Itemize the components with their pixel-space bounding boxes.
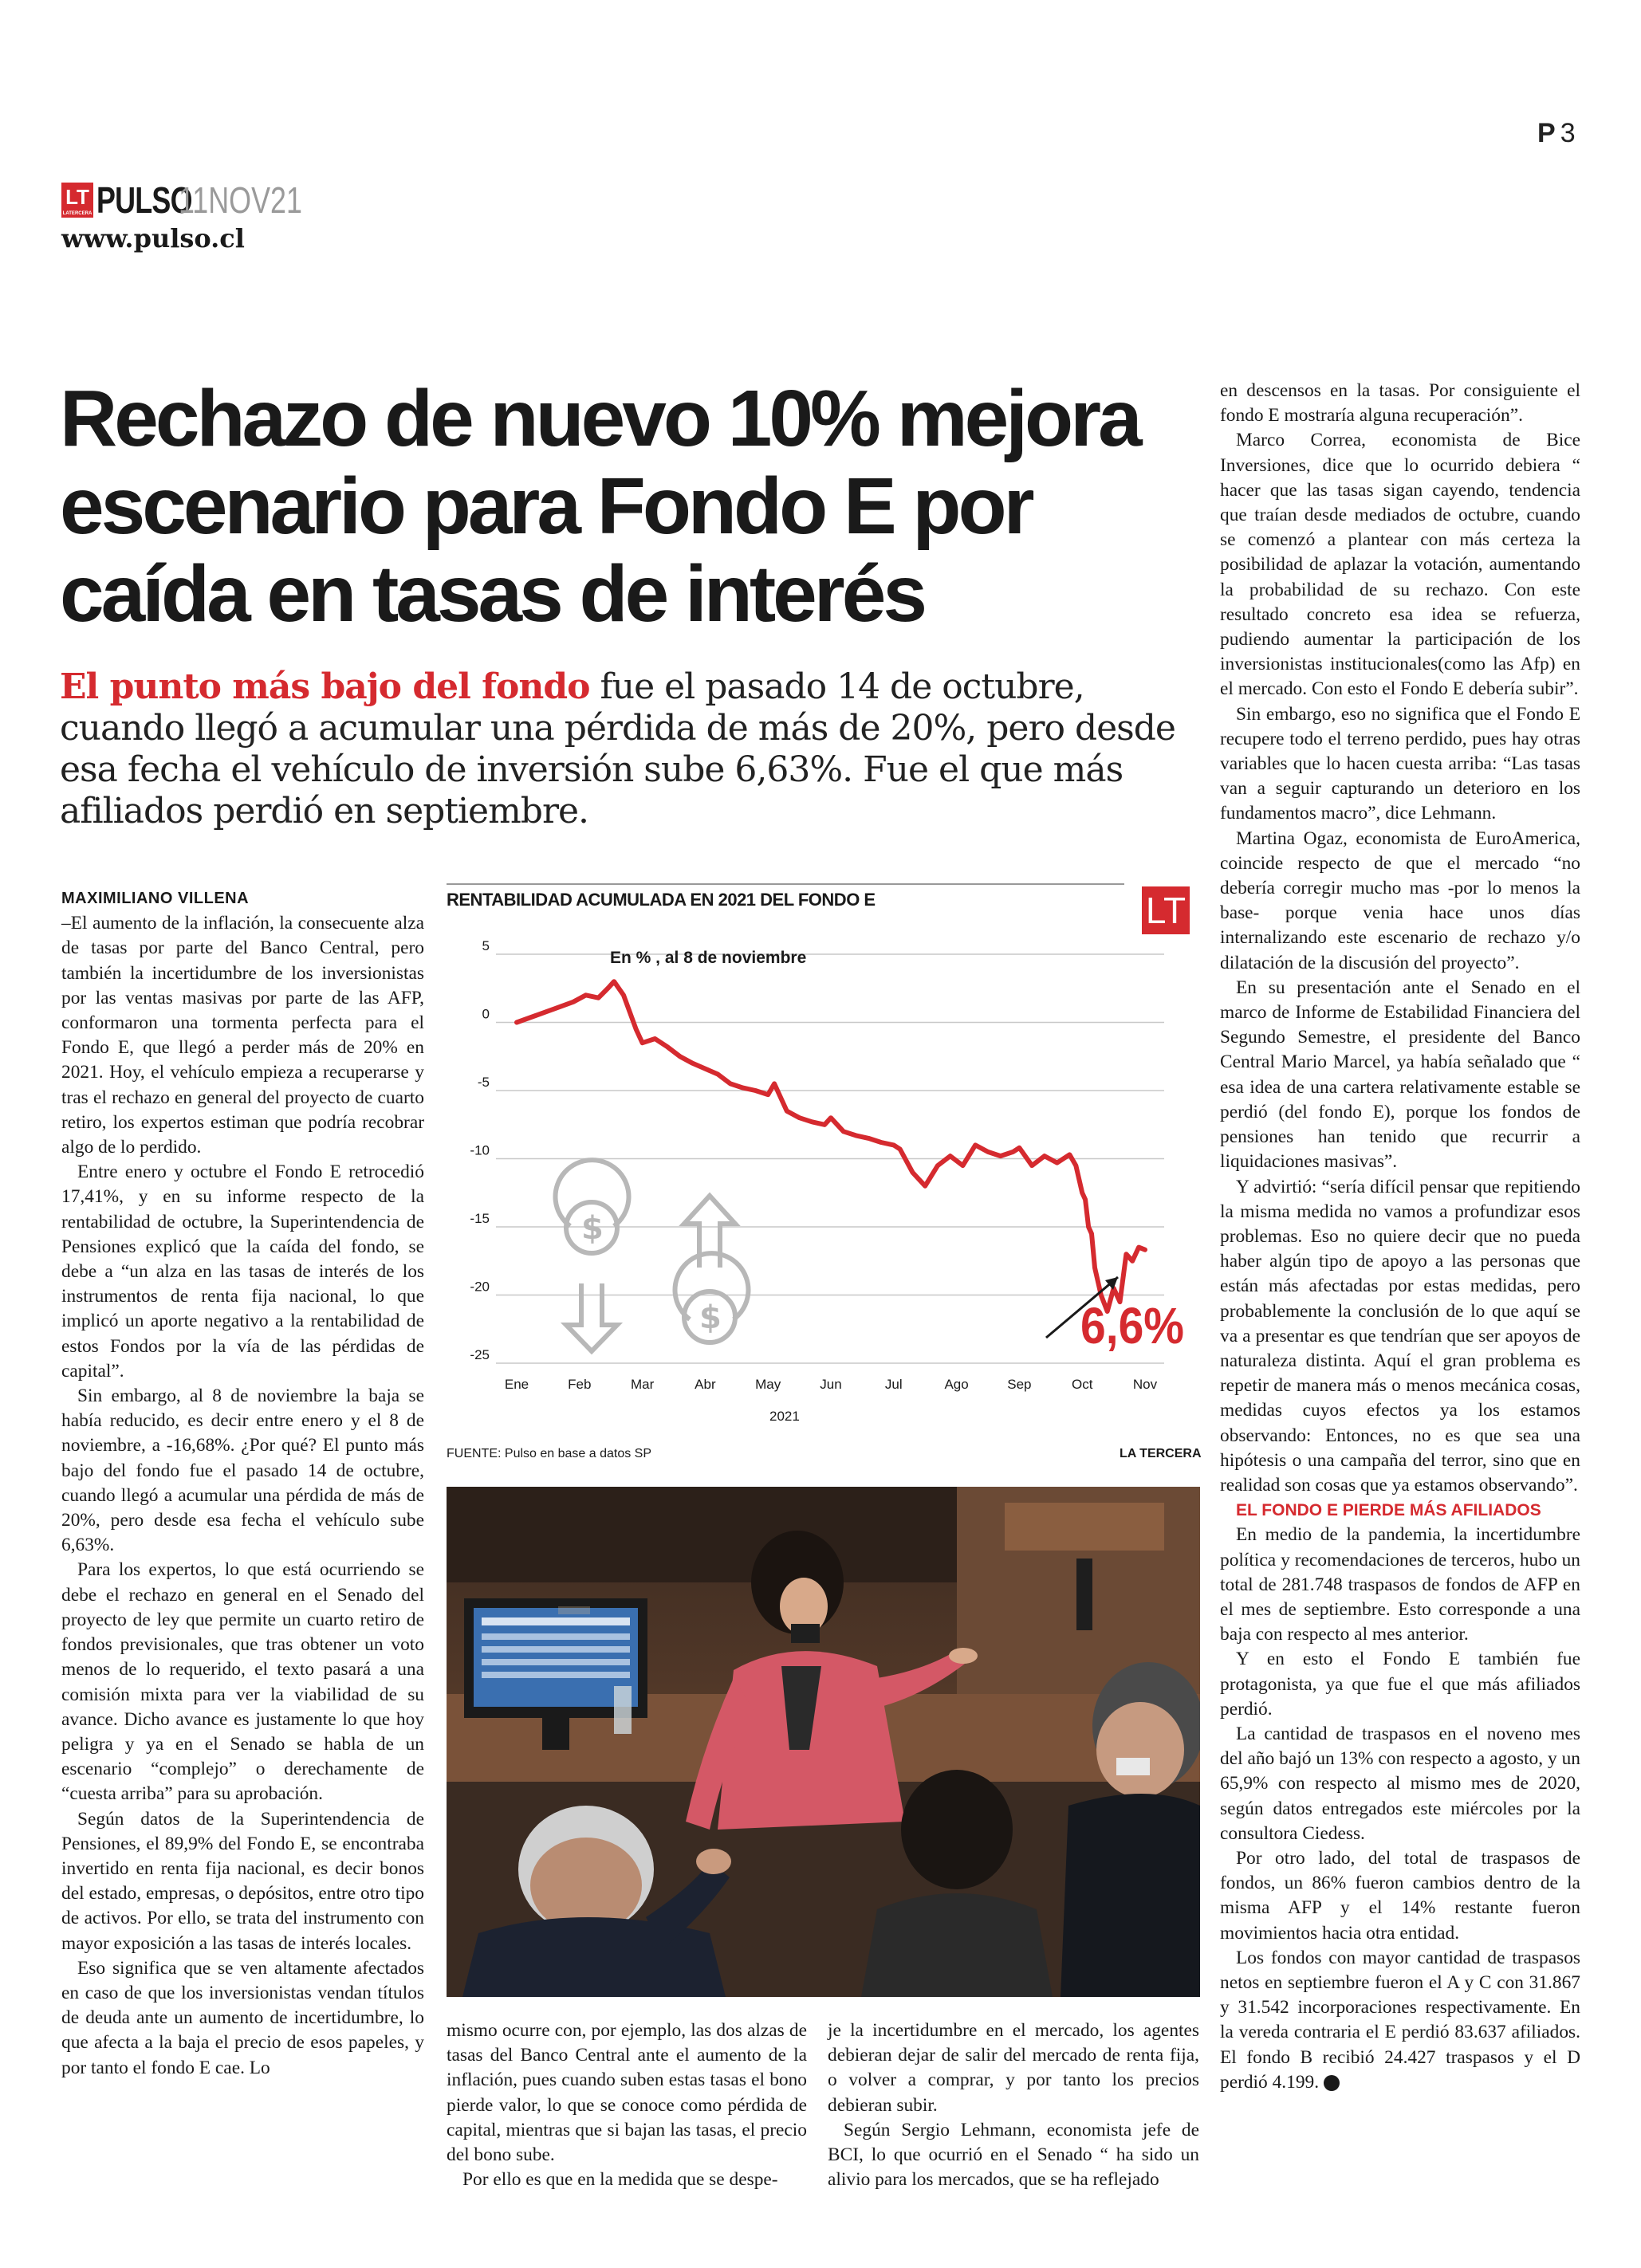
x-tick-label: Ene bbox=[504, 1377, 529, 1392]
paragraph-text: Los fondos con mayor cantidad de traspasos netos en septiembre fueron el A y C con 31.867 y 31.542 incorporaciones respectivamente. En la vereda contraria el E perdió 83.637 afiliados. El fondo B recibió 24.427 traspasos y el D perdió 4.199. bbox=[1220, 1947, 1580, 2093]
paragraph: En medio de la pandemia, la incertidumbre política y recomendaciones de terceros, hubo un total de 281.748 traspasos de fondos de AFP en el mes de septiembre. Esto corresponde a una baja con respecto al mes anterior. bbox=[1220, 1524, 1580, 1645]
headline-line-2: escenario para Fondo E por bbox=[60, 462, 1032, 551]
chart-x-tick-labels bbox=[505, 1377, 1158, 1392]
website-link[interactable]: www.pulso.cl bbox=[61, 223, 245, 254]
chart-y-tick-labels bbox=[470, 938, 490, 1362]
headline bbox=[60, 375, 1192, 638]
logo-subtext: LATERCERA bbox=[62, 211, 92, 216]
fondo-e-series-line bbox=[517, 981, 1145, 1311]
chart-title: RENTABILIDAD ACUMULADA EN 2021 DEL FONDO E bbox=[447, 890, 876, 910]
x-tick-label: Jul bbox=[884, 1377, 903, 1392]
y-tick-label: -20 bbox=[470, 1279, 490, 1295]
x-tick-label: Sep bbox=[1007, 1377, 1032, 1392]
senate-photo bbox=[447, 1487, 1200, 1997]
y-tick-label: -15 bbox=[470, 1211, 490, 1226]
x-tick-label: Oct bbox=[1071, 1377, 1093, 1392]
deck-lead: El punto más bajo del fondo bbox=[60, 666, 590, 707]
paragraph: La cantidad de traspasos en el noveno mes del año bajó un 13% con respecto a agosto, y un 65,9% con respecto al mismo mes de 2020, según datos entregados este miércoles por la consultora Ciedess. bbox=[1220, 1723, 1580, 1844]
la-tercera-logo bbox=[61, 183, 93, 218]
article-deck bbox=[60, 666, 1208, 832]
paragraph: Y advirtió: “sería difícil pensar que repitiendo la misma medida no vamos a profundizar esos problemas. Eso no quiere decir que no pueda haber algún tipo de apoyo a las personas que están más afectadas por estas medidas, pero probablemente la conclusión de lo que aquí se va a presentar es que tendrían que ser apoyos de naturaleza distinta. Aquí el gran problema es repetir de manera más o menos mecánica cosas, medidas cuyos efectos ya los estamos observando: Entonces, no es que sea una hipótesis o una campaña del terror, sino que en realidad son cosas que ya estamos observando”. bbox=[1220, 1176, 1580, 1496]
senate-photo-illustration bbox=[447, 1487, 1200, 1997]
paragraph: –El aumento de la inflación, la consecuente alza de tasas por parte del Banco Central, pero también la incertidumbre de los inversionistas por las ventas masivas por parte de las AFP, conformaron una tormenta perfecta para el Fondo E, que llegó a perder más de 20% en 2021. Hoy, el vehículo empieza a recuperarse y tras el rechazo en general del proyecto de cuarto retiro, los expertos estiman que podría recobrar algo de lo perdido. bbox=[61, 913, 424, 1158]
x-tick-label: Feb bbox=[568, 1377, 592, 1392]
la-tercera-badge: LT bbox=[1142, 886, 1190, 934]
paragraph: Martina Ogaz, economista de EuroAmerica, coincide respecto de que el mercado “no debería corregir mucho mas -por lo menos la base- porque venia hace unos días internalizando este escenario de rechazo y/o dilatación de la discusión del proyecto”. bbox=[1220, 827, 1580, 973]
x-tick-label: Nov bbox=[1132, 1377, 1158, 1392]
y-tick-label: 0 bbox=[482, 1006, 490, 1022]
y-tick-label: -25 bbox=[470, 1347, 490, 1362]
paragraph: Por ello es que en la medida que se despe- bbox=[462, 2169, 778, 2191]
chart-credit: LA TERCERA bbox=[1120, 1447, 1202, 1460]
x-tick-label: Mar bbox=[630, 1377, 655, 1392]
y-tick-label: -5 bbox=[477, 1075, 490, 1090]
deck-text: fue el pasado 14 de octubre, cuando llegó a acumular una pérdida de más de 20%, pero desde esa fecha el vehículo de inversión sube 6,63%. Fue el que más afiliados perdió en septiembre. bbox=[60, 666, 1175, 831]
paragraph: Según datos de la Superintendencia de Pensiones, el 89,9% del Fondo E, se encontraba invertido en renta fija nacional, es decir bonos del estado, empresas, o depósitos, entre otro tipo de activos. Por ello, se trata del instrumento con mayor exposición a las tasas de interés locales. bbox=[61, 1808, 424, 1954]
chart-source: FUENTE: Pulso en base a datos SP bbox=[447, 1447, 652, 1460]
section-subhead: EL FONDO E PIERDE MÁS AFILIADOS bbox=[1236, 1501, 1541, 1520]
paragraph: Según Sergio Lehmann, economista jefe de BCI, lo que ocurrió en el Senado “ ha sido un alivio para los mercados, que se ha reflejado bbox=[828, 2119, 1199, 2191]
page-marker: P bbox=[1537, 118, 1556, 148]
paragraph: Eso significa que se ven altamente afectados en caso de que los inversionistas vendan títulos de deuda ante un aumento de incertidumbre, lo que afecta a la baja el precio de esos papeles, y por tanto el fondo E cae. Lo bbox=[61, 1957, 424, 2078]
section-name: PULSO bbox=[96, 179, 192, 221]
paragraph: je la incertidumbre en el mercado, los agentes debieran dejar de salir del mercado de renta fija, o volver a comprar, y por tanto los precios debieran subir. bbox=[828, 2020, 1199, 2116]
paragraph: mismo ocurre con, por ejemplo, las dos alzas de tasas del Banco Central ante el aumento de la inflación, pues cuando suben estas tasas el bono pierde valor, lo que se conoce como pérdida de capital, mientras que si bajan las tasas, el precio del bono sube. bbox=[447, 2020, 807, 2166]
paragraph: Marco Correa, economista de Bice Inversiones, dice que lo ocurrido debiera “ hacer que las tasas sigan cayendo, tendencia que traían desde mediados de octubre, cuando se comenzó a plantear con más certeza la posibilidad de aplazar la votación, aumentando la probabilidad de su rechazo. Con este resultado concreto esa idea se refuerza, pudiendo aumentar la participación de los inversionistas institucionales(como las Afp) en el mercado. Con esto el Fondo E debería subir”. bbox=[1220, 430, 1580, 700]
paragraph: Y en esto el Fondo E también fue protagonista, ya que fue el que más afiliados perdió. bbox=[1220, 1649, 1580, 1720]
svg-text:$: $ bbox=[699, 1299, 722, 1336]
x-tick-label: Ago bbox=[944, 1377, 969, 1392]
masthead bbox=[61, 179, 337, 221]
paragraph: Por otro lado, del total de traspasos de fondos, un 86% fueron cambios dentro de la misma AFP y el 14% restante fueron movimientos hacia otra entidad. bbox=[1220, 1847, 1580, 1944]
x-tick-label: Abr bbox=[695, 1377, 716, 1392]
article-end-icon: P bbox=[1324, 2075, 1340, 2091]
chart-subtitle: En % , al 8 de noviembre bbox=[610, 949, 807, 967]
article-column-1 bbox=[61, 886, 424, 2081]
money-up-icon bbox=[675, 1196, 749, 1342]
page-number bbox=[1537, 118, 1576, 149]
svg-text:$: $ bbox=[581, 1210, 604, 1247]
headline-line-3: caída en tasas de interés bbox=[60, 549, 924, 639]
x-tick-label: May bbox=[755, 1377, 781, 1392]
article-column-3 bbox=[828, 2018, 1199, 2192]
paragraph: Sin embargo, eso no significa que el Fondo E recupere todo el terreno perdido, pues hay otras variables que lo hacen cuesta arriba: “Las tasas van a seguir capturando un deterioro en los fundamentos macro”, dice Lehmann. bbox=[1220, 703, 1580, 824]
issue-date: 11NOV21 bbox=[179, 179, 303, 221]
paragraph: En su presentación ante el Senado en el marco de Informe de Estabilidad Financiera del Segundo Semestre, el presidente del Banco Central Mario Marcel, ya había señalado que “ esa idea de una cartera relativamente estable se perdió (del fondo E), porque los fondos de pensiones han tenido que recurrir a liquidaciones masivas”. bbox=[1220, 977, 1580, 1173]
paragraph: en descensos en la tasas. Por consiguiente el fondo E mostraría alguna recuperación”. bbox=[1220, 380, 1580, 426]
x-tick-label: Jun bbox=[820, 1377, 842, 1392]
y-tick-label: -10 bbox=[470, 1142, 490, 1158]
article-column-2 bbox=[447, 2018, 807, 2192]
chart-x-axis-label: 2021 bbox=[769, 1409, 800, 1424]
paragraph bbox=[1220, 1946, 1580, 2095]
paragraph: Sin embargo, al 8 de noviembre la baja se había reducido, es decir entre enero y el 8 de noviembre, a -16,68%. ¿Por qué? El punto más bajo del fondo fue el pasado 14 de octubre, cuando llegó a acumular una pérdida de más de 20%, pero desde esa fecha el vehículo sube 6,63%. bbox=[61, 1386, 424, 1556]
paragraph: Entre enero y octubre el Fondo E retrocedió 17,41%, y en su informe respecto de la rentabilidad de octubre, la Superintendencia de Pensiones explicó que la caída del fondo, se debe a “un alza en las tasas de interés de los instrumentos de renta fija nacional, lo que implicó un aporte negativo a la rentabilidad de estos Fondos por la vía de las pérdidas de capital”. bbox=[61, 1162, 424, 1382]
byline: MAXIMILIANO VILLENA bbox=[61, 890, 250, 907]
money-down-icon bbox=[556, 1160, 629, 1351]
chart-top-rule bbox=[447, 883, 1124, 885]
logo-text: LT bbox=[65, 185, 89, 209]
page-number-value: 3 bbox=[1560, 118, 1576, 148]
chart-annotation-value: 6,6% bbox=[1080, 1297, 1184, 1354]
paragraph: Para los expertos, lo que está ocurriendo se debe el rechazo en general en el Senado del proyecto de ley que permite un cuarto retiro de fondos previsionales, que tras obtener un voto menos de lo requerido, el texto pasará a una comisión mixta para ver la viabilidad de su avance. Dicho avance es justamente lo que hoy peligra y ya en el Senado se habla de un escenario “complejo” o derechamente de “cuesta arriba” para su aprobación. bbox=[61, 1559, 424, 1805]
headline-line-1: Rechazo de nuevo 10% mejora bbox=[60, 374, 1139, 463]
article-column-4 bbox=[1220, 379, 1580, 2095]
fondo-e-line-chart bbox=[447, 917, 1200, 1435]
y-tick-label: 5 bbox=[482, 938, 490, 953]
